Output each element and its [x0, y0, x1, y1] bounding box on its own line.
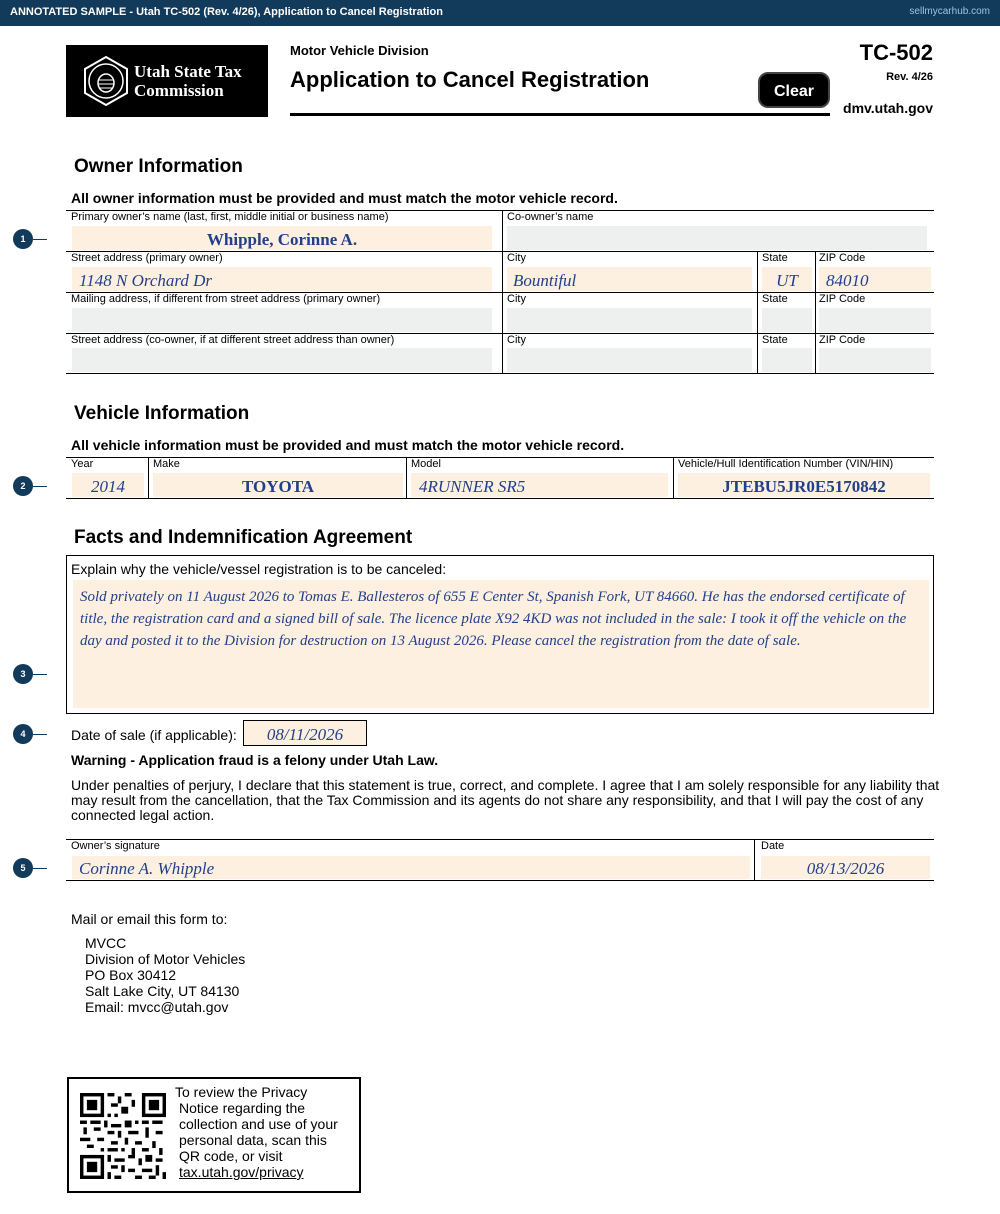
privacy-line: QR code, or visit: [179, 1148, 283, 1164]
year-field[interactable]: 2014: [72, 473, 144, 497]
vehicle-divider: [406, 457, 407, 498]
make-field[interactable]: TOYOTA: [153, 473, 403, 497]
state-label: State: [762, 334, 788, 346]
date-label: Date: [761, 840, 785, 852]
co-state-field[interactable]: [762, 348, 812, 372]
vehicle-heading: Vehicle Information: [74, 403, 250, 424]
sample-banner: [0, 0, 1000, 26]
vin-label: Vehicle/Hull Identification Number (VIN/HIN): [678, 458, 894, 470]
state-label: State: [762, 293, 788, 305]
privacy-box: [67, 1077, 361, 1193]
mail-line: Division of Motor Vehicles: [85, 951, 246, 967]
privacy-line: personal data, scan this: [179, 1132, 327, 1148]
marker-leader: [33, 239, 47, 240]
mail-line: Salt Lake City, UT 84130: [85, 983, 240, 999]
mail-line: PO Box 30412: [85, 967, 177, 983]
annotation-marker: 4: [13, 724, 33, 744]
co-street-field[interactable]: [72, 348, 492, 372]
signature-rule: [66, 839, 934, 840]
privacy-link[interactable]: tax.utah.gov/privacy: [179, 1164, 304, 1180]
marker-leader: [33, 868, 47, 869]
signature-rule: [66, 880, 934, 881]
privacy-notice: [175, 1084, 338, 1180]
vehicle-note: All vehicle information must be provided and must match the motor vehicle record.: [71, 437, 625, 453]
year-label: Year: [71, 458, 94, 470]
city-label: City: [507, 334, 526, 346]
owner-heading: Owner Information: [74, 156, 243, 177]
street-field[interactable]: 1148 N Orchard Dr: [72, 267, 492, 291]
mail-heading: Mail or email this form to:: [71, 911, 228, 927]
owner-divider: [815, 251, 816, 373]
vehicle-divider: [673, 457, 674, 498]
date-of-sale-label: Date of sale (if applicable):: [71, 727, 237, 743]
signature-date-field[interactable]: 08/13/2026: [761, 856, 930, 879]
owner-divider: [502, 210, 503, 373]
owner-divider: [757, 251, 758, 373]
title-rule: [290, 113, 830, 116]
facts-heading: Facts and Indemnification Agreement: [74, 527, 413, 548]
state-label: State: [762, 252, 788, 264]
city-field[interactable]: Bountiful: [507, 267, 752, 291]
co-city-field[interactable]: [507, 348, 752, 372]
marker-leader: [33, 486, 47, 487]
banner-title: ANNOTATED SAMPLE - Utah TC-502 (Rev. 4/26), Application to Cancel Registration: [10, 6, 443, 18]
signature-field[interactable]: Corinne A. Whipple: [72, 856, 750, 879]
explain-label: Explain why the vehicle/vessel registration is to be canceled:: [71, 561, 447, 577]
warning-text: Warning - Application fraud is a felony under Utah Law.: [71, 752, 439, 768]
primary-name-field[interactable]: Whipple, Corinne A.: [72, 226, 492, 250]
signature-label: Owner’s signature: [71, 840, 160, 852]
mailing-label: Mailing address, if different from street address (primary owner): [71, 293, 381, 305]
website: dmv.utah.gov: [843, 100, 933, 116]
signature-divider: [754, 839, 755, 880]
annotation-marker: 1: [13, 229, 33, 249]
explanation-field[interactable]: Sold privately on 11 August 2026 to Tomas E. Ballesteros of 655 E Center St, Spanish Fork, UT 84660. He has the endorsed certificate of title, the registration card and a signed bill of sale. The licence plate X92 4KD was not included in the sale: I took it off the vehicle on the day and posted it to the Division for destruction on 13 August 2026. Please cancel the registration from the date of sale.: [73, 580, 929, 708]
privacy-line: Notice regarding the: [179, 1100, 306, 1116]
mail-line: Email: mvcc@utah.gov: [85, 999, 229, 1015]
vin-field[interactable]: JTEBU5JR0E5170842: [678, 473, 930, 497]
zip-label: ZIP Code: [819, 334, 866, 346]
make-label: Make: [153, 458, 180, 470]
date-of-sale-field[interactable]: 08/11/2026: [243, 720, 367, 746]
qr-code-icon: [80, 1093, 166, 1179]
privacy-line: To review the Privacy: [175, 1084, 308, 1100]
zip-label: ZIP Code: [819, 293, 866, 305]
owner-rule: [66, 373, 934, 374]
zip-field[interactable]: 84010: [819, 267, 931, 291]
co-owner-field[interactable]: [507, 226, 927, 250]
mail-address: [85, 935, 245, 1015]
form-revision: Rev. 4/26: [886, 71, 933, 83]
city-label: City: [507, 252, 526, 264]
clear-button[interactable]: Clear: [758, 72, 830, 108]
form-number: TC-502: [859, 40, 933, 65]
form-title: Application to Cancel Registration: [290, 67, 650, 92]
mailing-zip-field[interactable]: [819, 308, 931, 332]
marker-leader: [33, 674, 47, 675]
co-owner-label: Co-owner’s name: [507, 211, 594, 223]
annotation-marker: 2: [13, 476, 33, 496]
model-field[interactable]: 4RUNNER SR5: [411, 473, 668, 497]
annotation-marker: 3: [13, 664, 33, 684]
state-seal-icon: [80, 55, 132, 107]
division-name: Motor Vehicle Division: [290, 43, 429, 58]
tax-commission-logo: [66, 45, 268, 117]
banner-site: sellmycarhub.com: [909, 6, 990, 17]
annotation-marker: 5: [13, 858, 33, 878]
zip-label: ZIP Code: [819, 252, 866, 264]
declaration-text: Under penalties of perjury, I declare that this statement is true, correct, and complete. I agree that I am solely responsible for any liability that may result from the cancellation, that the Tax Commission and its agents do not share any responsibility, and that I will pay the cost of any connected legal action.: [71, 777, 940, 823]
marker-leader: [33, 734, 47, 735]
mailing-state-field[interactable]: [762, 308, 812, 332]
vehicle-divider: [148, 457, 149, 498]
logo-text: Utah State Tax Commission: [134, 62, 242, 100]
mail-line: MVCC: [85, 935, 127, 951]
street-co-label: Street address (co-owner, if at different street address than owner): [71, 334, 395, 346]
primary-name-label: Primary owner’s name (last, first, middle initial or business name): [71, 211, 389, 223]
mailing-city-field[interactable]: [507, 308, 752, 332]
model-label: Model: [411, 458, 441, 470]
state-field[interactable]: UT: [762, 267, 812, 291]
owner-note: All owner information must be provided and must match the motor vehicle record.: [71, 190, 618, 206]
privacy-line: collection and use of your: [179, 1116, 338, 1132]
street-primary-label: Street address (primary owner): [71, 252, 223, 264]
co-zip-field[interactable]: [819, 348, 931, 372]
city-label: City: [507, 293, 526, 305]
mailing-field[interactable]: [72, 308, 492, 332]
vehicle-rule: [66, 498, 934, 499]
